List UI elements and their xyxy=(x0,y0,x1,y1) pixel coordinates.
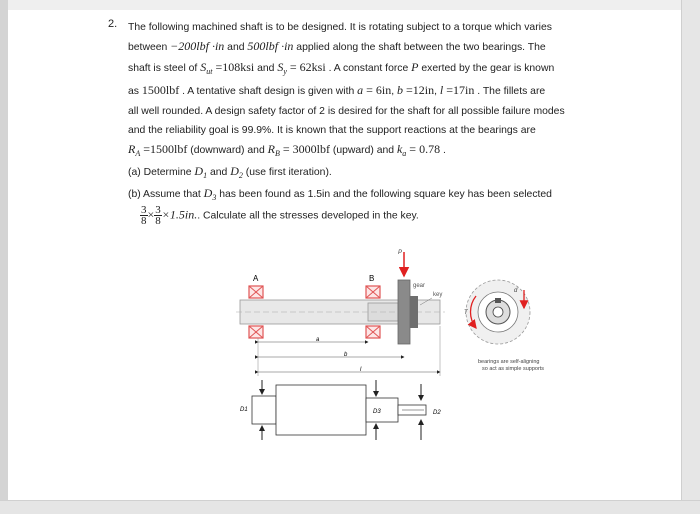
question-number: 2. xyxy=(108,18,118,30)
label-dim-a: a xyxy=(316,337,320,343)
label-bearing-b: B xyxy=(369,274,375,283)
gear-hub xyxy=(410,296,418,328)
note-line-2: so act as simple supports xyxy=(482,366,545,372)
label-d: d xyxy=(514,288,518,294)
part-b: (b) Assume that $D_3$ has been found as 1.5in and the following square key has been selected xyxy=(128,186,552,202)
note-line-1: bearings are self-aligning xyxy=(478,359,540,365)
end-view xyxy=(466,280,530,344)
problem-line: $R_A =1500lbf$ (downward) and $R_B = 3000lbf$ (upward) and $k_a = 0.78$ . xyxy=(128,142,446,159)
label-bearing-a: A xyxy=(253,274,259,283)
problem-line: between −200lbf ·in and 500lbf ·in applied along the shaft between the two bearings. The xyxy=(128,39,546,54)
section-main xyxy=(276,385,366,435)
key-height-fraction: $\frac{3}{8}$ xyxy=(155,204,161,227)
label-d2: D2 xyxy=(433,410,441,416)
viewer-top-bar xyxy=(0,0,700,10)
problem-line: shaft is steel of $S_{ut} =108ksi$ and $S_y = 62ksi$ . A constant force P exerted by the gear is known xyxy=(128,59,555,76)
viewer-bottom-bar xyxy=(0,500,700,514)
problem-line: and the reliability goal is 99.9%. It is known that the support reactions at the bearings are xyxy=(128,125,536,137)
section-d3 xyxy=(366,398,398,422)
key-size-expression: $\frac{3}{8}$ × $\frac{3}{8}$ ×1.5in.. Calculate all the stresses developed in the key. xyxy=(141,204,419,227)
problem-line: all well rounded. A design safety factor of 2 is desired for the shaft for all possible failure modes xyxy=(128,105,565,117)
problem-line: The following machined shaft is to be designed. It is rotating subject to a torque which varies xyxy=(128,22,552,33)
label-torque: T xyxy=(464,310,468,316)
shaft-figure xyxy=(225,238,565,443)
gear xyxy=(398,280,410,344)
viewer-scrollbar[interactable] xyxy=(681,0,700,513)
section-d1 xyxy=(252,396,276,424)
label-dim-b: b xyxy=(344,352,348,358)
label-gear: gear xyxy=(413,283,426,289)
problem-line: as 1500lbf . A tentative shaft design is given with a = 6in, b =12in, l =17in . The fillets are xyxy=(128,83,546,98)
part-a: (a) Determine $D_1$ and $D_2$ (use first iteration). xyxy=(128,164,332,180)
problem-statement xyxy=(128,18,616,164)
label-key: key xyxy=(433,292,443,298)
label-d1: D1 xyxy=(240,407,248,413)
label-dim-l: l xyxy=(360,367,362,373)
key-width-fraction: $\frac{3}{8}$ xyxy=(141,204,147,227)
label-d3: D3 xyxy=(373,409,381,415)
label-force-p: P xyxy=(398,250,403,256)
viewer-left-edge xyxy=(0,0,8,513)
